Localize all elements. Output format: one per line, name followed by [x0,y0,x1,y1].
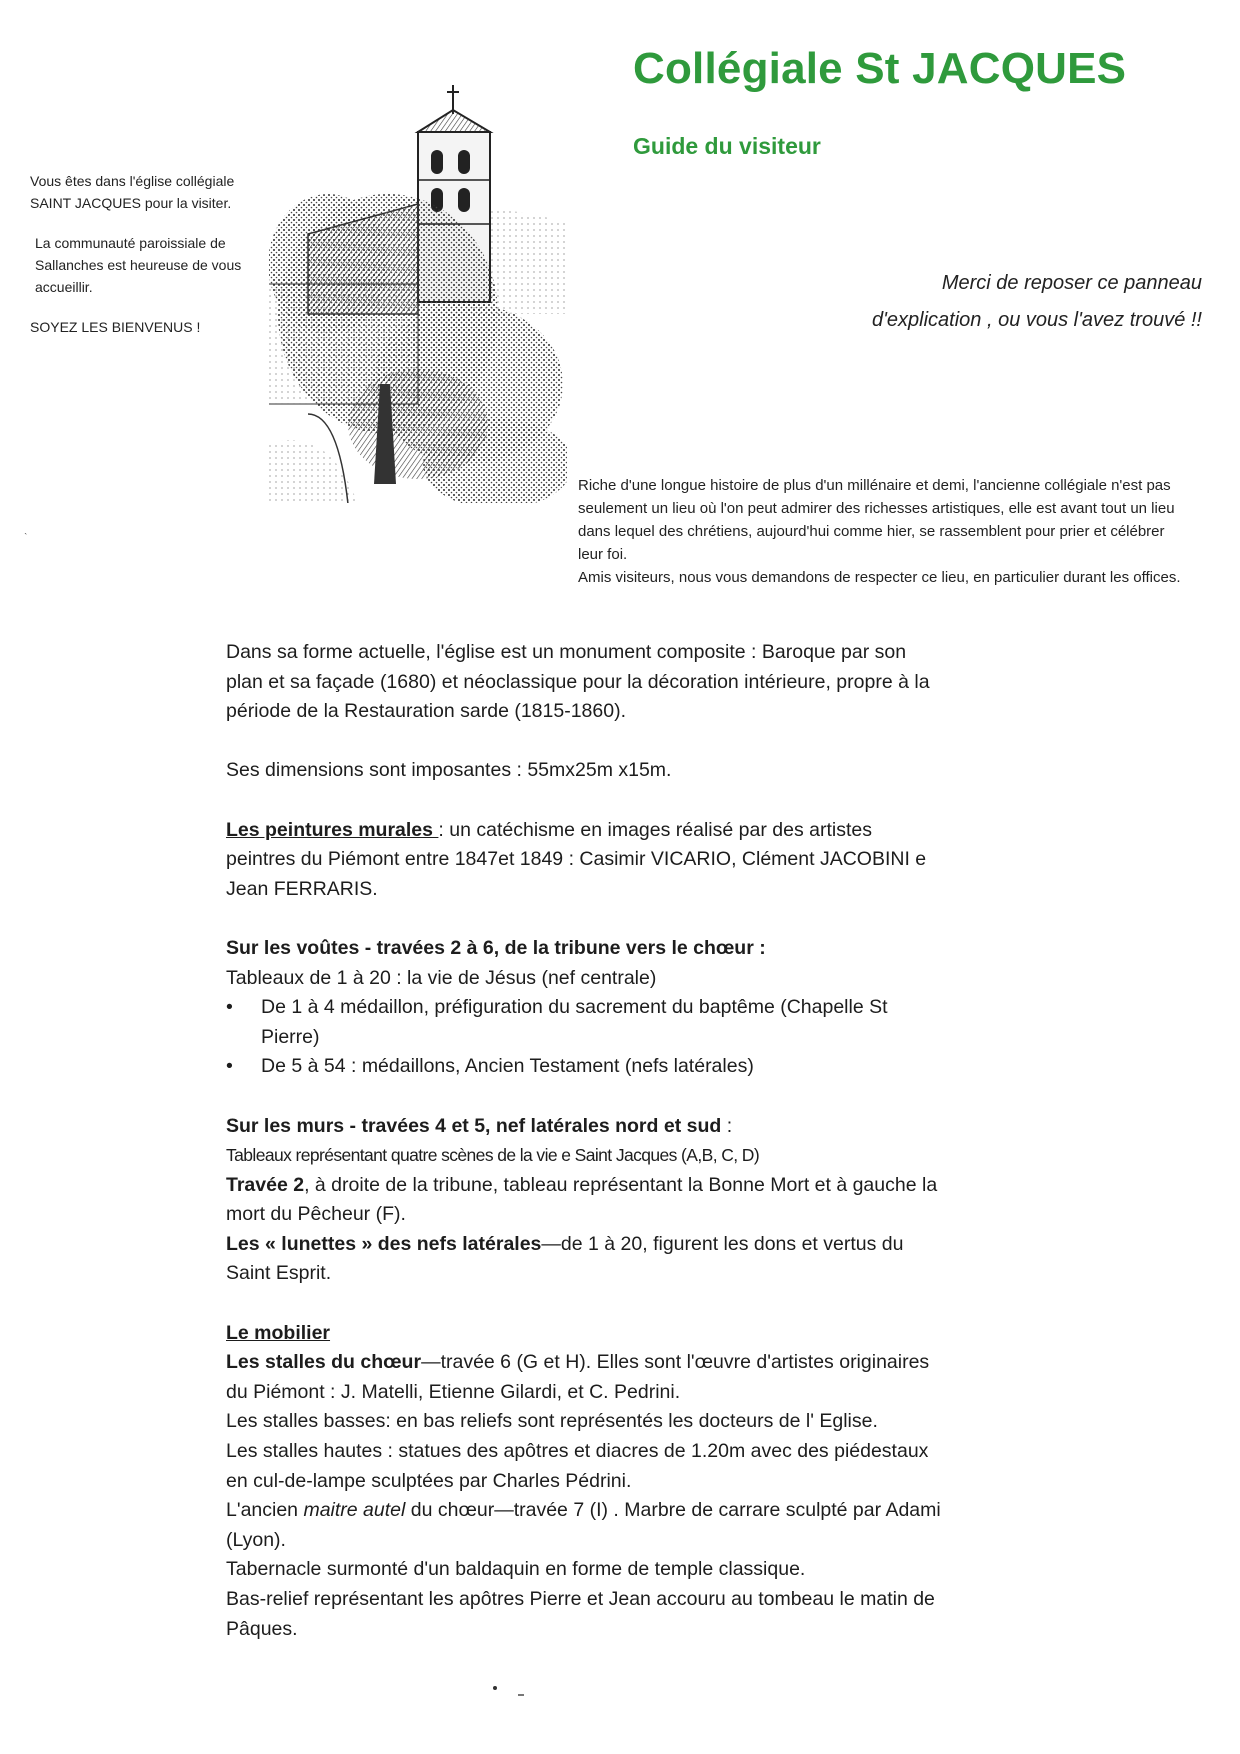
travee2-heading: Travée 2 [226,1173,305,1196]
stalles-heading: Les stalles du chœur [226,1351,422,1374]
mobilier-heading: Le mobilier [226,1321,331,1344]
peintures-text: : un catéchisme en images réalisé par des artistes peintres du Piémont entre 1847et 1849 : Casimir VICARIO, Clément JACOBINI e Jean FERRARIS. [226,818,927,900]
voutes-heading-a: Sur les voûtes [226,936,360,959]
stalles-hautes: Les stalles hautes : statues des apôtres et diacres de 1.20m avec des piédestaux en cul-de-lampe sculptées par Charles Pédrini. [226,1440,929,1492]
murs-line: Tableaux représentant quatre scènes de la vie e Saint Jacques (A,B, C, D) [226,1145,760,1166]
return-panel-note: Merci de reposer ce panneau d'explication , ou vous l'avez trouvé !! [871,272,1202,331]
intro-paragraph: Riche d'une longue histoire de plus d'un millénaire et demi, l'ancienne collégiale n'est pas seulement un lieu où l'on peut admirer des richesses artistiques, elle est avant tout un lieu dans lequel des chrétiens, aujourd'hui comme hier, se rassemblent pour prier et célébrer leur foi. [578,477,1175,563]
stalles-paragraph [226,1348,946,1407]
murs-heading-text: Sur les murs - travées 4 et 5, nef latérales nord et sud [226,1114,722,1137]
stray-mark: ˴ [24,528,28,539]
stalles-text: —travée 6 (G et H). Elles sont l'œuvre d'artistes originaires du Piémont : J. Matelli, Etienne Gilardi, et C. Pedrini. [226,1351,930,1403]
murs-heading [226,1112,946,1142]
list-item: • De 1 à 4 médaillon, préfiguration du sacrement du baptême (Chapelle St Pierre) [261,993,946,1052]
welcome-note [30,170,255,356]
list-item: • De 5 à 54 : médaillons, Ancien Testament (nefs latérales) [261,1052,946,1082]
intro-text [578,474,1188,589]
stray-dot [493,1686,497,1690]
lunettes-heading: Les « lunettes » des nefs latérales [226,1232,542,1255]
voutes-heading-b: - travées 2 à 6, de la tribune vers le chœur : [359,936,766,959]
welcome-community: La communauté paroissiale de Sallanches est heureuse de vous accueillir. [35,235,242,295]
dimensions-paragraph: Ses dimensions sont imposantes : 55mx25m x15m. [226,759,672,782]
lunettes-text: —de 1 à 20, figurent les dons et vertus du Saint Esprit. [226,1232,904,1285]
voutes-list [226,993,946,1082]
autel-b: maitre autel [303,1499,406,1522]
church-bell-tower-sketch [268,84,568,504]
voutes-line: Tableaux de 1 à 20 : la vie de Jésus (nef centrale) [226,966,657,989]
autel-c: du chœur—travée 7 (I) . Marbre de carrare sculpté par Adami (Lyon). [226,1499,941,1551]
page-subtitle: Guide du visiteur [633,133,821,159]
bas-relief-paragraph: Bas-relief représentant les apôtres Pierre et Jean accouru au tombeau le matin de Pâques. [226,1588,935,1640]
travee2-text: , à droite de la tribune, tableau représentant la Bonne Mort et à gauche la mort du Pêcheur (F). [226,1173,938,1226]
murs-colon: : [721,1114,733,1137]
page-title: Collégiale St JACQUES [633,44,1127,93]
autel-paragraph [226,1496,946,1555]
peintures-heading: Les peintures murales [226,818,439,841]
voutes-heading [226,934,946,964]
welcome-text: Vous êtes dans l'église collégiale SAINT JACQUES pour la visiter. [30,173,235,211]
stray-dash [518,1694,524,1696]
lunettes-paragraph [226,1230,946,1289]
main-text [226,638,946,1644]
intro-respect: Amis visiteurs, nous vous demandons de respecter ce lieu, en particulier durant les offices. [578,569,1181,586]
welcome-greeting: SOYEZ LES BIENVENUS ! [30,319,201,335]
peintures-paragraph [226,816,946,905]
stalles-basses: Les stalles basses: en bas reliefs sont représentés les docteurs de l' Eglise. [226,1410,878,1433]
forme-paragraph: Dans sa forme actuelle, l'église est un monument composite : Baroque par son plan et sa façade (1680) et néoclassique pour la décoration intérieure, propre à la période de la Restauration sarde (1815-1860). [226,641,930,723]
travee2-paragraph [226,1171,946,1230]
tabernacle-paragraph: Tabernacle surmonté d'un baldaquin en forme de temple classique. [226,1558,806,1581]
autel-a: L'ancien [226,1499,304,1522]
